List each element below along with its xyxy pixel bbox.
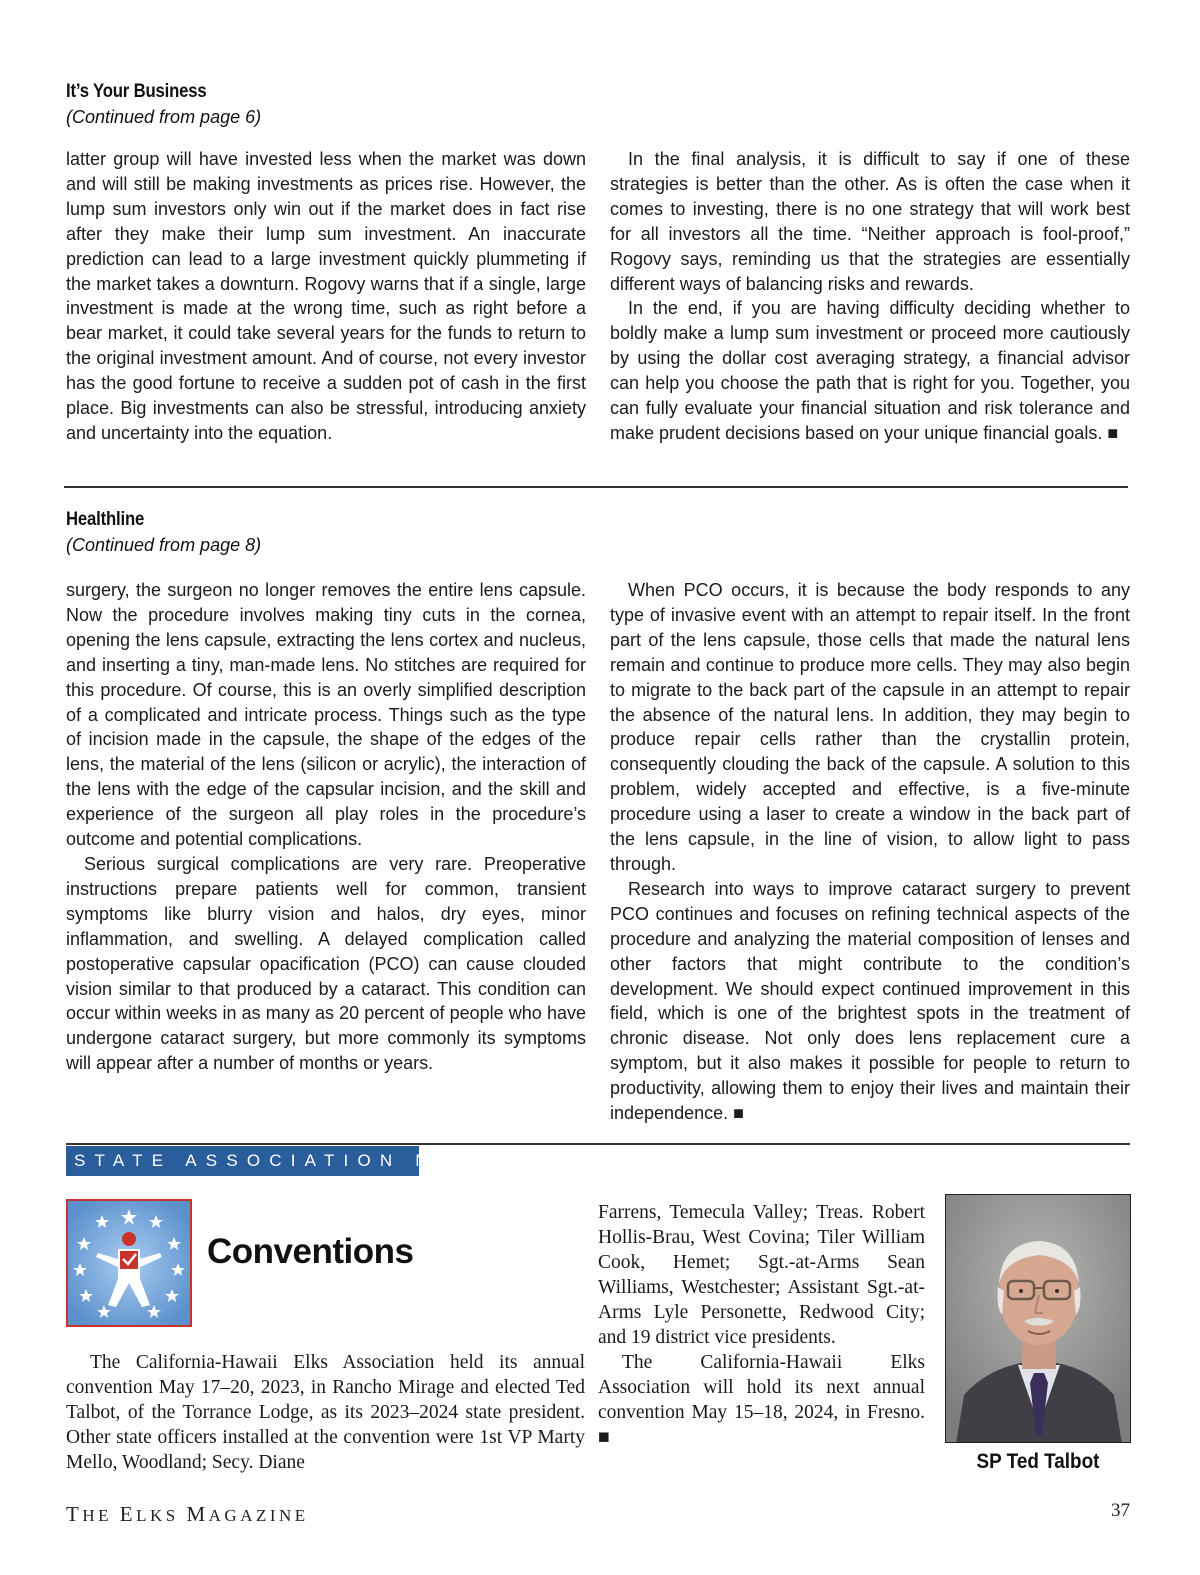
ted-talbot-photo	[945, 1194, 1131, 1443]
healthline-right-paragraph-2: Research into ways to improve cataract surgery to prevent PCO continues and focuses on refining technical aspects of the procedure and analyzing the material composition of lenses and other factors that might contribute to the condition’s development. We should expect continued improvement in this field, which is one of the brightest spots in the treatment of chronic disease. Not only does lens replacement cure a symptom, but it also makes it possible for people to return to productivity, allowing them to enjoy their lives and maintain their independence. ■	[610, 878, 1130, 1124]
elks-logo	[66, 1199, 192, 1327]
healthline-left-column	[66, 578, 586, 1076]
state-news-divider	[66, 1143, 1130, 1145]
conventions-heading: Conventions	[207, 1232, 414, 1271]
conventions-right-paragraph-1: Farrens, Temecula Valley; Treas. Robert Hollis-Brau, West Covina; Tiler William Cook, Hemet; Sgt.-at-Arms Sean Williams, Westchester; Assistant Sgt.-at-Arms Lyle Personette, Redwood City; and 19 district vice presidents.	[598, 1202, 925, 1348]
business-section-title: It’s Your Business	[66, 81, 207, 102]
healthline-right-column	[610, 578, 1130, 1126]
conventions-right-column	[598, 1200, 925, 1450]
mag-letters: AGAZINE	[208, 1506, 309, 1525]
business-right-paragraph-2: In the end, if you are having difficulty deciding whether to boldly make a lump sum investment or proceed more cautiously by using the dollar cost averaging strategy, a financial advisor can help you choose the path that is right for you. Together, you can fully evaluate your financial situation and risk tolerance and make prudent decisions based on your unique financial goals. ■	[610, 298, 1130, 443]
state-association-news-banner: STATE ASSOCIATION NEWS	[66, 1146, 419, 1176]
photo-caption: SP Ted Talbot	[976, 1450, 1100, 1473]
conventions-left-paragraph: The California-Hawaii Elks Association held its annual convention May 17–20, 2023, in Rancho Mirage and elected Ted Talbot, of the Torrance Lodge, as its 2023–2024 state president. Other state officers installed at the convention were 1st VP Marty Mello, Woodland; Secy. Diane	[66, 1352, 585, 1473]
business-left-column	[66, 147, 586, 446]
healthline-continued-note: (Continued from page 8)	[66, 535, 262, 555]
business-right-paragraph-1: In the final analysis, it is difficult to say if one of these strategies is better than the other. As is often the case when it comes to investing, there is no one strategy that will work best for all investors all the time. “Neither approach is fool-proof,” Rogovy says, reminding us that the strategies are essentially different ways of balancing risks and rewards.	[610, 149, 1130, 294]
healthline-section-title: Healthline	[66, 509, 145, 530]
conventions-right-paragraph-2: The California-Hawaii Elks Association will hold its next annual convention May 15–18, 2024, in Fresno. ■	[598, 1352, 925, 1448]
business-continued-note: (Continued from page 6)	[66, 107, 262, 127]
mag-letter: T	[66, 1502, 83, 1526]
business-right-column	[610, 147, 1130, 446]
section-divider	[64, 486, 1128, 488]
star-figure-icon	[68, 1201, 190, 1325]
healthline-left-paragraph-1: surgery, the surgeon no longer removes the entire lens capsule. Now the procedure involves making tiny cuts in the cornea, opening the lens capsule, extracting the lens cortex and nucleus, and inserting a tiny, man-made lens. No stitches are required for this procedure. Of course, this is an overly simplified description of a complicated and intricate process. Things such as the type of incision made in the capsule, the shape of the edges of the lens, the material of the lens (silicon or acrylic), the interaction of the lens with the edge of the capsular incision, and the skill and experience of the surgeon all play roles in the procedure’s outcome and potential complications.	[66, 580, 586, 850]
healthline-left-paragraph-2: Serious surgical complications are very rare. Preoperative instructions prepare patients well for common, transient symptoms like blurry vision and halos, dry eyes, minor inflammation, and swelling. A delayed complication called postoperative capsular opacification (PCO) can cause clouded vision similar to that produced by a cataract. This condition can occur within weeks in as many as 20 percent of people who have undergone cataract surgery, but more commonly its symptoms will appear after a number of months or years.	[66, 853, 586, 1074]
magazine-name	[66, 1502, 309, 1527]
mag-letter: E	[119, 1502, 137, 1526]
mag-letter: M	[186, 1502, 209, 1526]
healthline-right-paragraph-1: When PCO occurs, it is because the body responds to any type of invasive event with an attempt to repair itself. In the front part of the lens capsule, those cells that made the natural lens remain and continue to produce more cells. They may also begin to migrate to the back part of the capsule in an attempt to repair the absence of the natural lens. In addition, they may begin to produce repair cells rather than the crystallin protein, consequently clouding the back of the capsule. A solution to this problem, widely accepted and effective, is a five-minute procedure using a laser to create a window in the back part of the lens capsule, in the line of vision, to allow light to pass through.	[610, 580, 1130, 874]
portrait-image	[946, 1195, 1131, 1443]
business-left-paragraph: latter group will have invested less when the market was down and will still be making investments as prices rise. However, the lump sum investors only win out if the market does in fact rise after they make their lump sum investment. An inaccurate prediction can lead to a large investment quickly plummeting if the market takes a downturn. Rogovy warns that if a single, large investment is made at the wrong time, such as right before a bear market, it could take several years for the funds to return to the original investment amount. And of course, not every investor has the good fortune to receive a sudden pot of cash in the first place. Big investments can also be stressful, introducing anxiety and uncertainty into the equation.	[66, 149, 586, 443]
mag-letters: HE	[82, 1506, 120, 1525]
conventions-left-column	[66, 1350, 585, 1475]
mag-letters: LKS	[136, 1506, 187, 1525]
page-number: 37	[1111, 1500, 1130, 1521]
